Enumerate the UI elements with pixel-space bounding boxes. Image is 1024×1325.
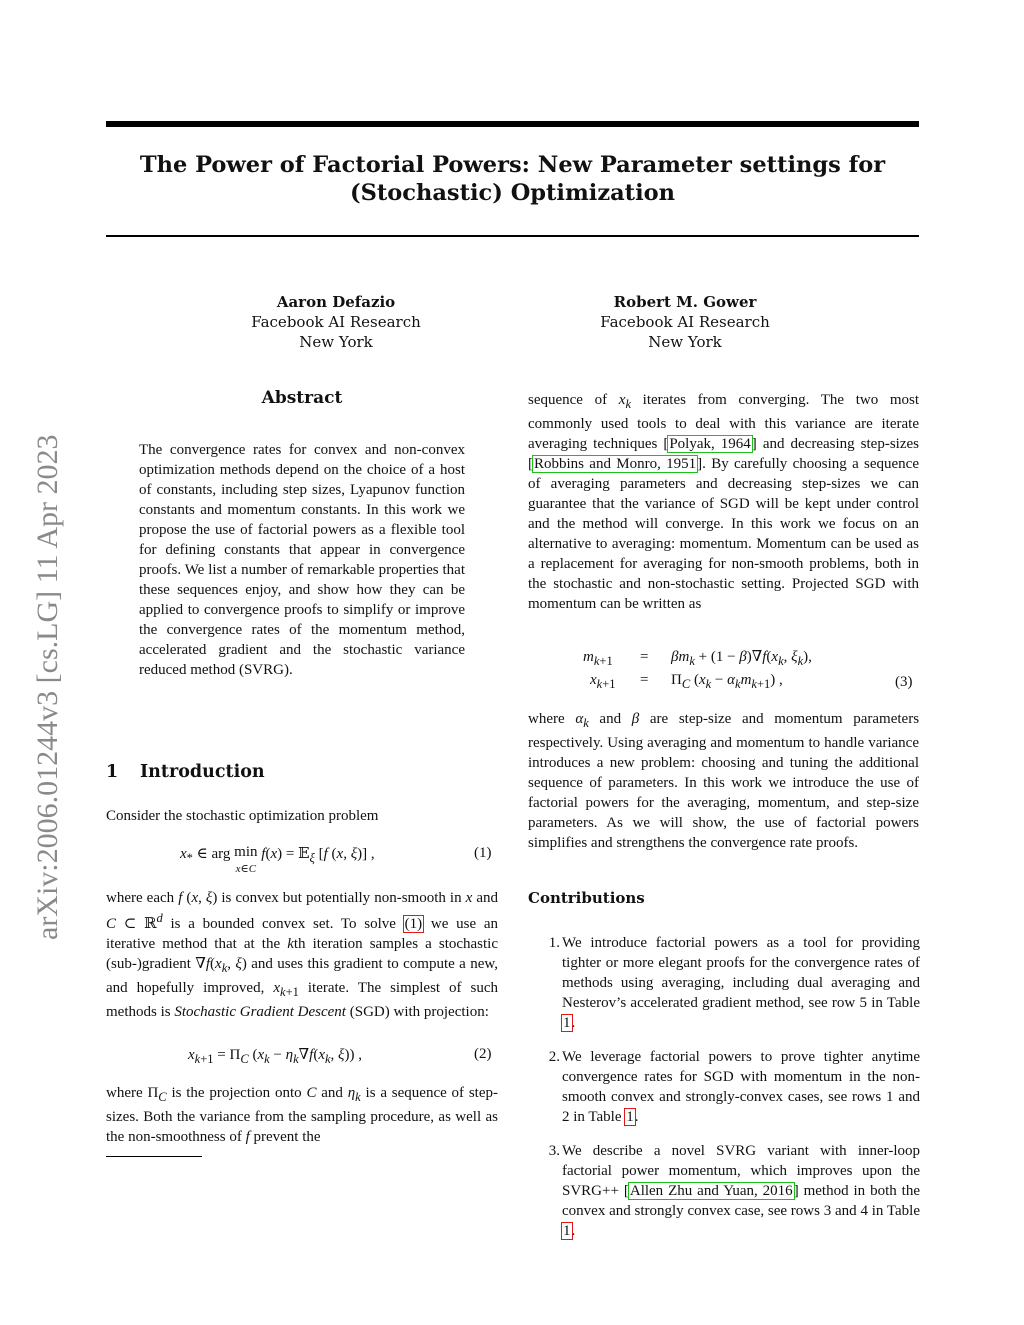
title-line-2: (Stochastic) Optimization bbox=[349, 180, 675, 206]
author-affiliation: Facebook AI Research bbox=[251, 313, 421, 331]
text-run: . bbox=[571, 1223, 576, 1239]
text-run: where bbox=[528, 711, 565, 727]
title-rule bbox=[106, 235, 919, 237]
text-run: and decreasing step-sizes bbox=[762, 436, 919, 452]
list-item bbox=[538, 1047, 920, 1127]
author-location: New York bbox=[299, 333, 373, 351]
text-run: (SGD) with projection: bbox=[349, 1004, 489, 1020]
text-run: iterate. The simplest of such methods is bbox=[106, 980, 499, 1020]
citation-robbins-monro[interactable]: Robbins and Monro, 1951 bbox=[534, 456, 697, 472]
sgd-term: Stochastic Gradient Descent bbox=[174, 1004, 346, 1020]
author-1 bbox=[206, 292, 466, 352]
text-run: . bbox=[571, 1015, 576, 1031]
text-run: iterates from converging. The two most commonly used tools to deal with this variance are iterate averaging techniques bbox=[528, 392, 920, 452]
equation-number-3: (3) bbox=[895, 674, 913, 690]
text-run: . bbox=[634, 1109, 639, 1125]
text-run: are step-size and momentum parameters respectively. Using averaging and momentum to handle variance introduces a new problem: choosing and tuning the additional sequence of parameters. In this work we introduce the use of factorial powers for the averaging, momentum, and step-size parameters. As we will show, the use of factorial powers simplifies and strengthens the convergence rate proofs. bbox=[528, 711, 920, 851]
list-number: 1. bbox=[548, 935, 560, 951]
text-run: prevent the bbox=[253, 1129, 321, 1145]
list-number: 3. bbox=[548, 1143, 560, 1159]
text-run: where each bbox=[106, 890, 175, 906]
top-rule bbox=[106, 121, 919, 127]
author-location: New York bbox=[648, 333, 722, 351]
list-number: 2. bbox=[548, 1049, 560, 1065]
text-run: and bbox=[599, 711, 622, 727]
text-run: We leverage factorial powers to prove tighter anytime convergence rates for SGD with momentum in the non-smooth convex and strongly-convex cases, see rows 1 and 2 in Table bbox=[562, 1049, 920, 1125]
equation-3: $m_{k+1}$ = $\beta m_k + (1 - \beta)\nabla f(x_k$, $\xi_k$), $x_{k+1}$ = $\Pi_C$ $(x_k - \alpha_km_{k+1})$ , bbox=[583, 649, 812, 691]
equation-number-1: (1) bbox=[474, 845, 492, 861]
citation-allen-zhu-yuan[interactable]: Allen Zhu and Yuan, 2016 bbox=[629, 1183, 793, 1199]
paper-title bbox=[106, 151, 919, 207]
text-run: where bbox=[106, 1085, 143, 1101]
intro-paragraph-1: Consider the stochastic optimization problem bbox=[106, 808, 379, 824]
author-name: Robert M. Gower bbox=[613, 293, 757, 311]
text-run: method in both the convex and strongly convex case, see rows 3 and 4 in Table bbox=[562, 1183, 921, 1219]
section-heading-introduction bbox=[106, 762, 265, 782]
text-run: is the projection onto bbox=[171, 1085, 302, 1101]
author-name: Aaron Defazio bbox=[276, 293, 396, 311]
list-item bbox=[538, 933, 920, 1033]
equation-1-link[interactable]: (1) bbox=[404, 916, 423, 932]
text-run: We introduce factorial powers as a tool for providing tighter or more elegant proofs for the convergence rates of methods using averaging, including dual averaging and Nesterov’s accelerated gradient method, see row 5 in Table bbox=[562, 935, 920, 1011]
table-1-link[interactable]: 1 bbox=[563, 1223, 571, 1239]
section-title: Introduction bbox=[140, 762, 265, 782]
text-run: and uses this gradient to compute a new, and hopefully improved, bbox=[106, 956, 498, 996]
contributions-heading: Contributions bbox=[528, 889, 645, 907]
equation-number-2: (2) bbox=[474, 1046, 492, 1062]
citation-polyak[interactable]: Polyak, 1964 bbox=[669, 436, 751, 452]
author-affiliation: Facebook AI Research bbox=[600, 313, 770, 331]
section-number: 1 bbox=[106, 762, 119, 782]
text-run: we use an iterative method that at the bbox=[106, 916, 499, 952]
text-run: . By carefully choosing a sequence of averaging parameters and decreasing step-sizes we can guarantee that the variance of SGD will be kept under control and the method will converge. In this work we focus on an alternative to averaging: momentum. Momentum can be used as a replacement for averaging for non-smooth problems, both in the stochastic and non-stochastic setting. Projected SGD with momentum can be written as bbox=[528, 456, 920, 612]
table-1-link[interactable]: 1 bbox=[563, 1015, 571, 1031]
title-line-1: The Power of Factorial Powers: New Parameter settings for bbox=[139, 152, 886, 178]
equation-1: $x_*$ ∈ arg min x∈C f(x) = 𝔼$_\xi$ [f (x, ξ)] , bbox=[180, 844, 375, 875]
footnote-rule bbox=[106, 1156, 202, 1157]
table-1-link[interactable]: 1 bbox=[626, 1109, 634, 1125]
text-run: and bbox=[476, 890, 499, 906]
author-2 bbox=[555, 292, 815, 352]
text-run: is convex but potentially non-smooth in bbox=[221, 890, 462, 906]
intro-paragraph-2: where each f (x, ξ) is convex but potentially non-smooth in x and C ⊂ ℝ$^d$ is a bounded convex set. To solve (1) we use an iterative method that at the kth iteration samples a stochastic (sub-)gradient $\nabla f(x_k$, ξ) and uses this gradient to compute a new, and hopefully improved, $x_{k+1}$ iterate. The simplest of such methods is Stochastic Gradient Descent (SGD) with projection: bbox=[106, 890, 499, 1020]
text-run: is a bounded convex set. To solve bbox=[170, 916, 396, 932]
text-run: sequence of bbox=[528, 392, 608, 408]
right-paragraph-1: sequence of $x_k$ iterates from converging. The two most commonly used tools to deal with this variance are iterate averaging techniques [Polyak, 1964] and decreasing step-sizes [Robbins and Monro, 1951]. By carefully choosing a sequence of averaging parameters and decreasing step-sizes we can guarantee that the variance of SGD will be kept under control and the method will converge. In this work we focus on an alternative to averaging: momentum. Momentum can be used as a replacement for averaging for non-smooth problems, both in the stochastic and non-stochastic setting. Projected SGD with momentum can be written as bbox=[528, 392, 920, 612]
text-run: We describe a novel SVRG variant with inner-loop factorial power momentum, which improves upon the SVRG++ bbox=[562, 1143, 920, 1199]
text-run: is a sequence of step-sizes. Both the variance from the sampling procedure, as well as the non-smoothness of bbox=[106, 1085, 498, 1145]
text-run: th iteration samples a stochastic (sub-)gradient bbox=[106, 936, 499, 972]
abstract-heading: Abstract bbox=[261, 388, 343, 408]
right-paragraph-2: where $\alpha_k$ and β are step-size and momentum parameters respectively. Using averaging and momentum to handle variance introduces a new problem: choosing and tuning the additional sequence of parameters. In this work we introduce the use of factorial powers for the averaging, momentum, and step-size parameters. As we will show, the use of factorial powers simplifies and strengthens the convergence rate proofs. bbox=[528, 711, 920, 851]
intro-paragraph-3: where $\Pi_C$ is the projection onto C and $\eta_k$ is a sequence of step-sizes. Both the variance from the sampling procedure, as well as the non-smoothness of f prevent the bbox=[106, 1085, 498, 1145]
list-item: 3. We describe a novel SVRG variant with inner-loop factorial power momentum, which improves upon the SVRG++ [Allen Zhu and Yuan, 2016] method in both the convex and strongly convex case, see rows 3 and 4 in Table 1. bbox=[538, 1141, 920, 1241]
text-run: and bbox=[321, 1085, 343, 1101]
abstract-text: The convergence rates for convex and non-convex optimization methods depend on the choice of a host of constants, including step sizes, Lyapunov function constants and momentum constants. In this work we propose the use of factorial powers as a flexible tool for defining constants that appear in convergence proofs. We list a number of remarkable properties that these sequences enjoy, and show how they can be applied to convergence proofs to simplify or improve the convergence rates of the momentum method, accelerated gradient and the stochastic variance reduced method (SVRG). bbox=[139, 442, 465, 678]
arxiv-stamp: arXiv:2006.01244v3 [cs.LG] 11 Apr 2023 bbox=[31, 434, 64, 940]
equation-2: $x_{k+1} = \Pi_C$ ($x_k - \eta_k\nabla f(x_k$, ξ)) , bbox=[188, 1047, 362, 1066]
